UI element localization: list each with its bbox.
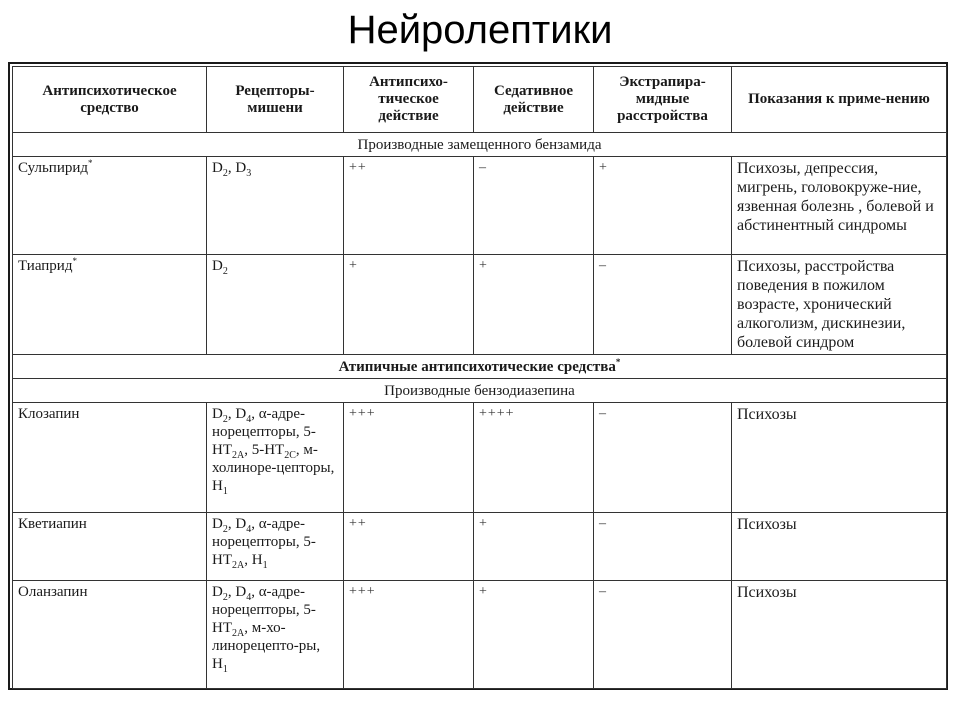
drug-cell — [13, 255, 207, 355]
indications-cell: Психозы, расстройства поведения в пожилом возрасте, хронический алкоголизм, дискинезии, болевой синдром — [732, 255, 947, 355]
eps-cell: – — [594, 581, 732, 689]
drug-name: Тиаприд — [18, 258, 73, 274]
antipsychotic-cell: + — [344, 255, 474, 355]
table-row — [13, 157, 947, 255]
receptors-cell: $D_2$, $D_4$, α-адре-норецепторы, $5-HT_{2A}$, $5-HT_{2C}$, м-холиноре-цепторы, $H_1$ — [207, 403, 344, 513]
header-drug: Антипсихотическое средство — [13, 67, 207, 133]
sedative-cell: – — [474, 157, 594, 255]
table-row — [13, 403, 947, 513]
table-row — [13, 581, 947, 689]
antipsychotic-cell: ++ — [344, 157, 474, 255]
drug-name: Сульпирид — [18, 160, 89, 176]
section-footnote-mark: * — [615, 356, 621, 367]
receptors-cell: $D_2$ — [207, 255, 344, 355]
receptors-cell: $D_2$, $D_4$, α-адре-норецепторы, $5-HT_{2A}$, м-хо-линорецепто-ры, $H_1$ — [207, 581, 344, 689]
section-row — [13, 355, 947, 379]
receptors-cell: $D_2$, $D_3$ — [207, 157, 344, 255]
drug-footnote-mark: * — [72, 256, 77, 266]
drug-cell — [13, 157, 207, 255]
sedative-cell: + — [474, 255, 594, 355]
header-sedative: Седативное действие — [474, 67, 594, 133]
header-antipsychotic: Антипсихо-тическое действие — [344, 67, 474, 133]
neuroleptics-table — [12, 66, 947, 689]
section-row — [13, 379, 947, 403]
drug-name: Клозапин — [13, 403, 207, 513]
section-row — [13, 133, 947, 157]
indications-cell: Психозы, депрессия, мигрень, головокруже-ние, язвенная болезнь , болевой и абстинентный синдромы — [732, 157, 947, 255]
section-benzodiazepine: Производные бензодиазепина — [13, 379, 947, 403]
header-receptors: Рецепторы-мишени — [207, 67, 344, 133]
header-row — [13, 67, 947, 133]
sedative-cell: ++++ — [474, 403, 594, 513]
indications-cell: Психозы — [732, 403, 947, 513]
section-benzamide: Производные замещенного бензамида — [13, 133, 947, 157]
indications-cell: Психозы — [732, 581, 947, 689]
antipsychotic-cell: +++ — [344, 403, 474, 513]
section-atypical: Атипичные антипсихотические средства — [338, 358, 616, 375]
drug-footnote-mark: * — [88, 158, 93, 168]
receptors-cell: $D_2$, $D_4$, α-адре-норецепторы, $5-HT_{2A}$, $H_1$ — [207, 513, 344, 581]
page-title: Нейролептики — [347, 8, 613, 52]
table-row — [13, 513, 947, 581]
drug-name: Кветиапин — [13, 513, 207, 581]
sedative-cell: + — [474, 581, 594, 689]
table-row — [13, 255, 947, 355]
indications-cell: Психозы — [732, 513, 947, 581]
eps-cell: – — [594, 255, 732, 355]
eps-cell: – — [594, 513, 732, 581]
sedative-cell: + — [474, 513, 594, 581]
drug-name: Оланзапин — [13, 581, 207, 689]
header-indications: Показания к приме-нению — [732, 67, 947, 133]
section-atypical-cell — [13, 355, 947, 379]
antipsychotic-cell: ++ — [344, 513, 474, 581]
eps-cell: + — [594, 157, 732, 255]
header-eps: Экстрапира-мидные расстройства — [594, 67, 732, 133]
eps-cell: – — [594, 403, 732, 513]
antipsychotic-cell: +++ — [344, 581, 474, 689]
